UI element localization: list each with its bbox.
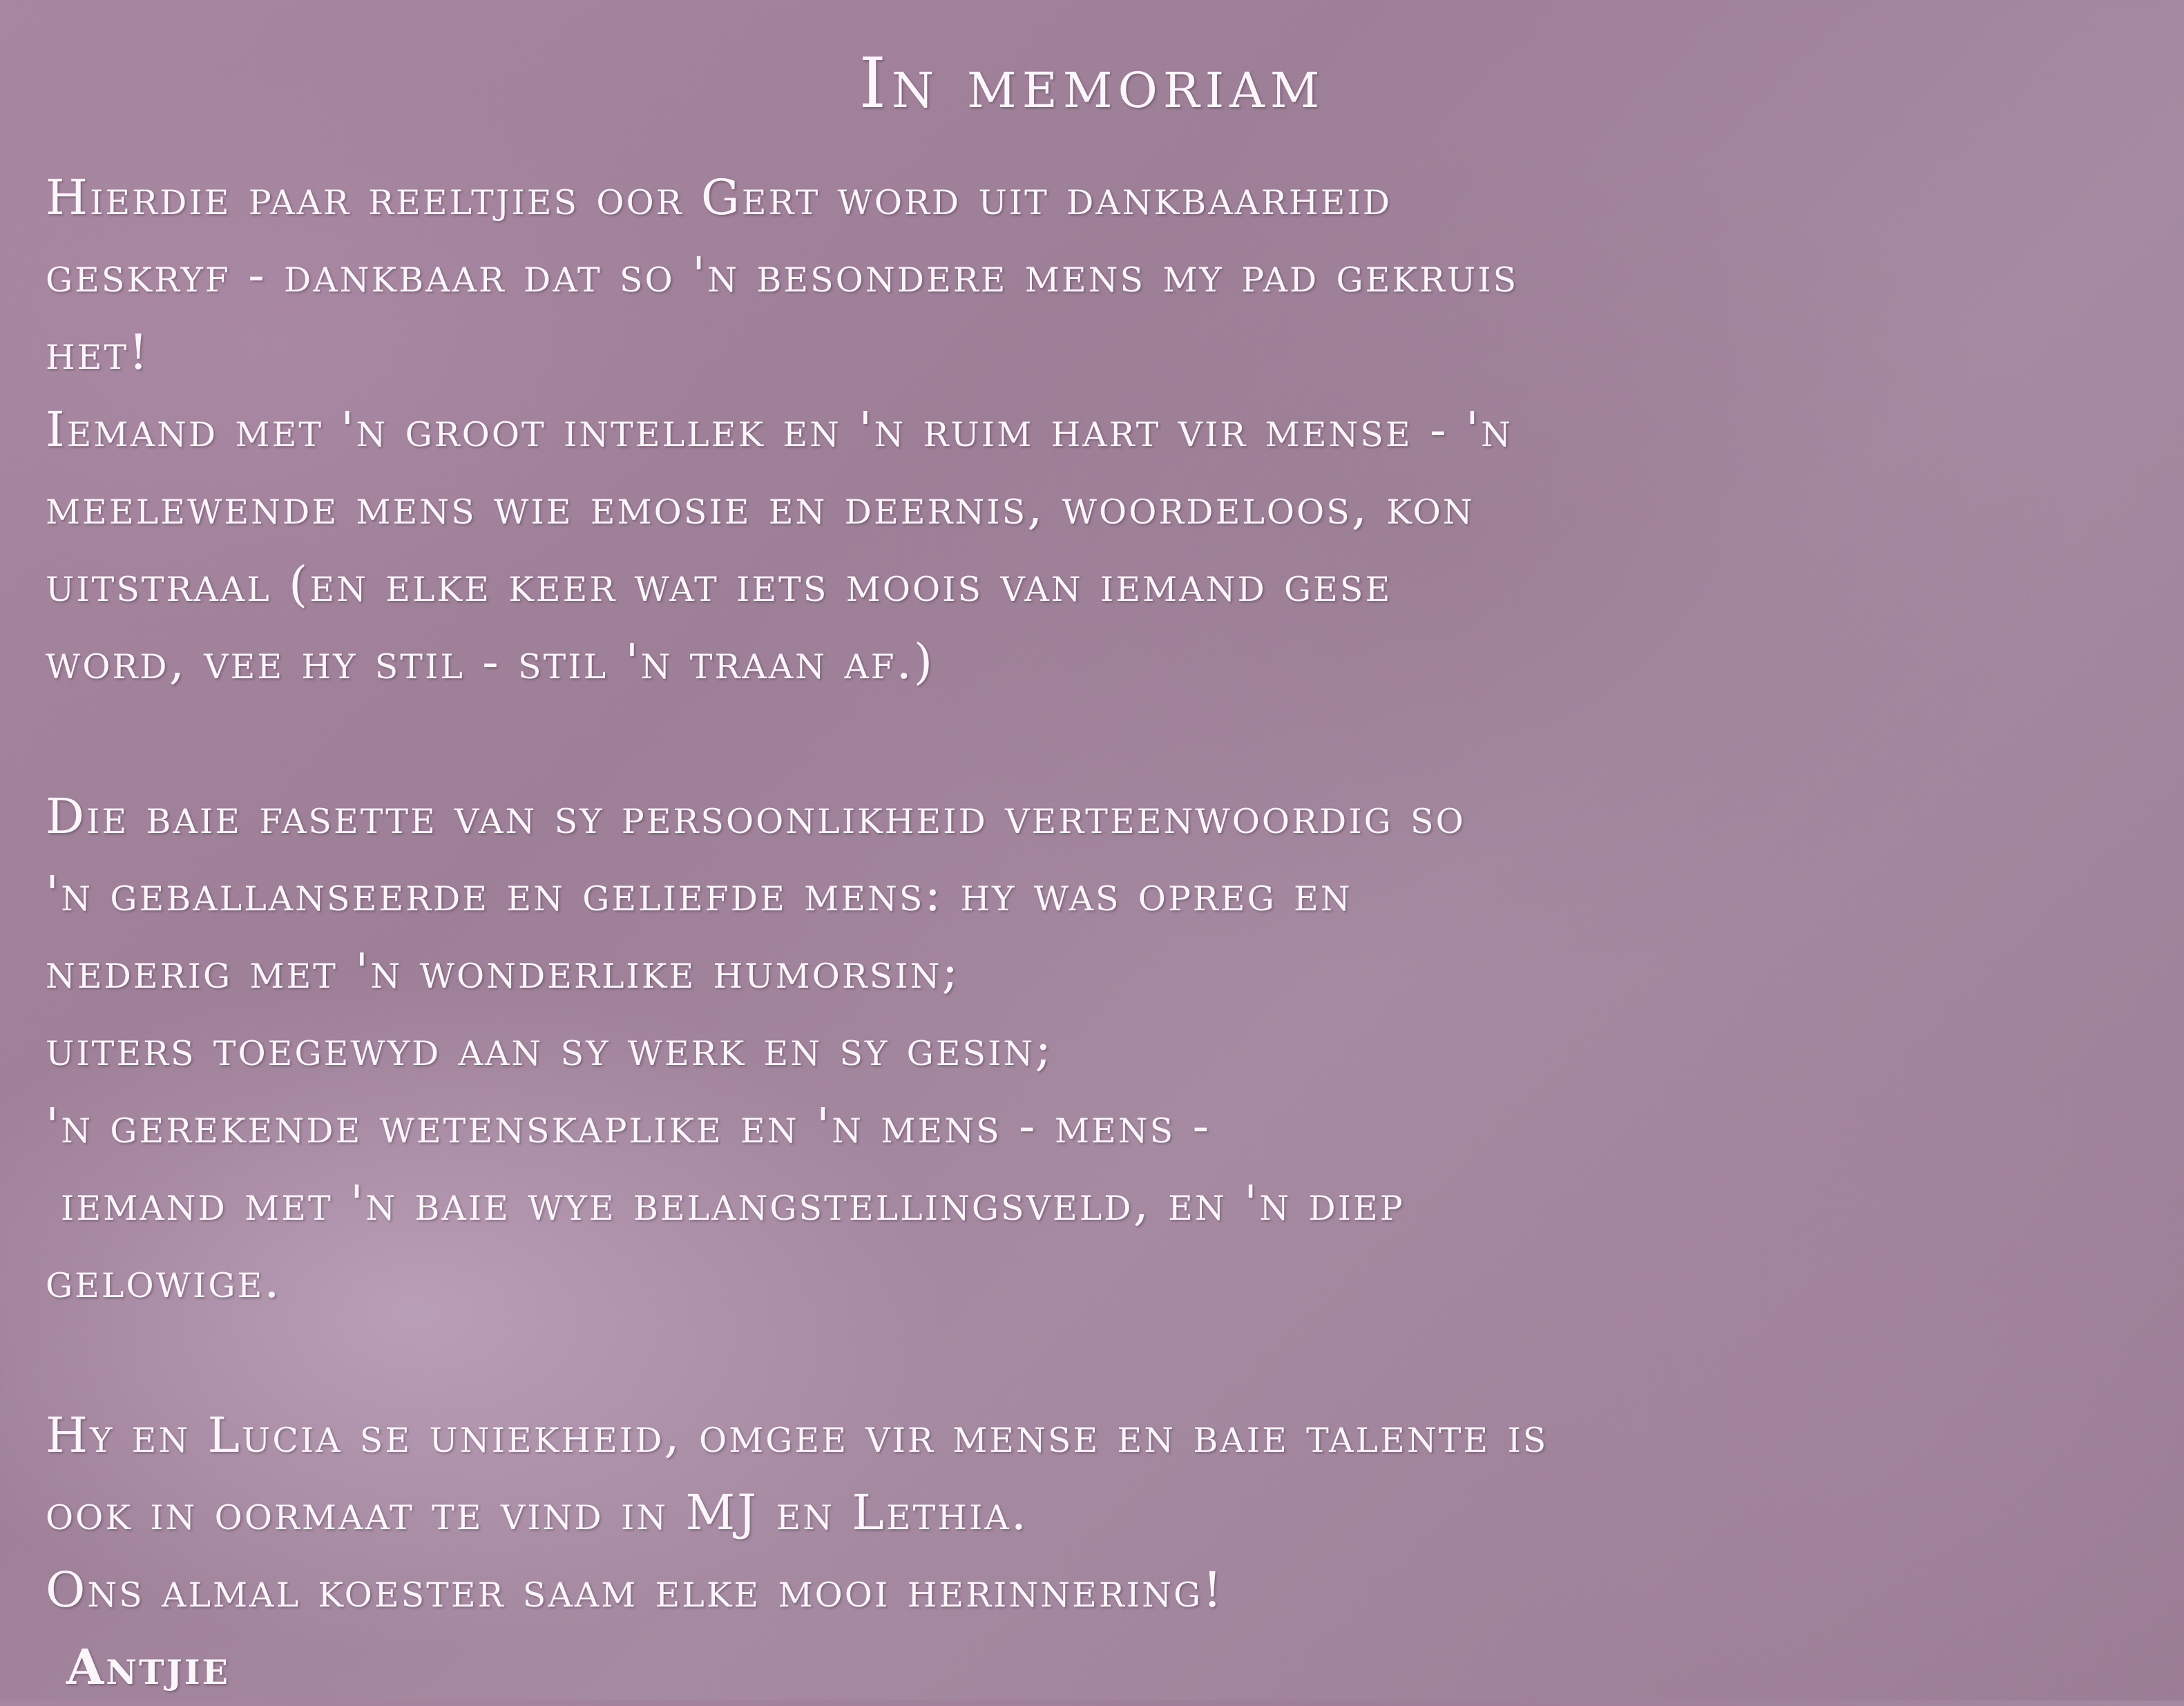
text-line: Iemand met 'n groot intellek en 'n ruim hart vir mense - 'n xyxy=(46,401,1513,458)
signature: Antjie xyxy=(66,1638,231,1696)
paragraph-2 xyxy=(46,778,2159,1319)
text-line: 'n gerekende wetenskaplike en 'n mens - mens - xyxy=(46,1098,1211,1154)
paragraph-1 xyxy=(46,159,2159,700)
paragraph-3 xyxy=(46,1397,2159,1706)
text-line: Ons almal koester saam elke mooi herinnering! xyxy=(46,1562,1225,1618)
paragraph-spacer xyxy=(46,1319,2159,1397)
text-line: het! xyxy=(46,324,151,381)
memorial-text xyxy=(46,159,2159,1706)
text-line: geskryf - dankbaar dat so 'n besondere mens my pad gekruis xyxy=(46,247,1519,303)
text-line: Die baie fasette van sy persoonlikheid verteenwoordig so xyxy=(46,788,1466,845)
text-line: meelewende mens wie emosie en deernis, woordeloos, kon xyxy=(46,479,1475,535)
text-line: ook in oormaat te vind in MJ en Lethia. xyxy=(46,1484,1028,1541)
text-line: 'n geballanseerde en geliefde mens: hy was opreg en xyxy=(46,865,1352,922)
text-line: nederig met 'n wonderlike humorsin; xyxy=(46,943,961,999)
text-line: Hierdie paar reeltjies oor Gert word uit dankbaarheid xyxy=(46,169,1392,226)
paragraph-spacer xyxy=(46,700,2159,778)
text-line: Hy en Lucia se uniekheid, omgee vir mense en baie talente is xyxy=(46,1407,1549,1464)
text-line: word, vee hy stil - stil 'n traan af.) xyxy=(46,633,935,690)
text-line: uiters toegewyd aan sy werk en sy gesin; xyxy=(46,1020,1053,1077)
text-line: gelowige. xyxy=(46,1252,282,1309)
text-line: uitstraal (en elke keer wat iets moois van iemand gese xyxy=(46,556,1392,613)
text-line: iemand met 'n baie wye belangstellingsveld, en 'n diep xyxy=(61,1175,1405,1231)
page-title: In memoriam xyxy=(859,43,1325,124)
